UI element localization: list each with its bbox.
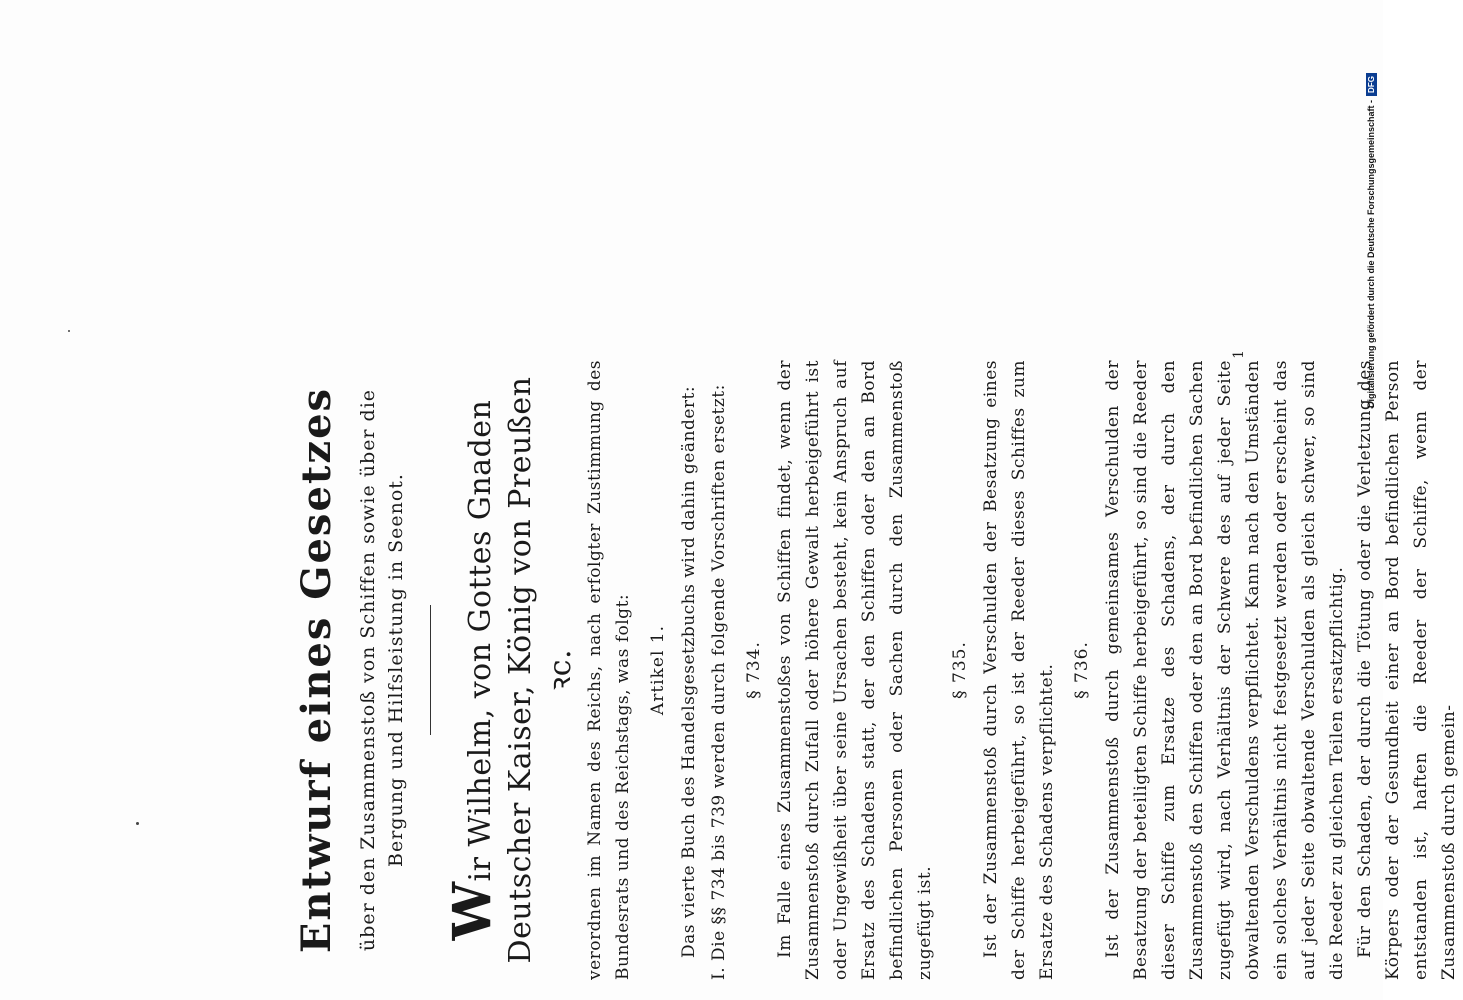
- scan-speck: [136, 822, 139, 825]
- document-title: Entwurf eines Gesetzes: [293, 386, 340, 954]
- section-735-text: Ist der Zusammenstoß durch Verschulden der Besatzung eines der Schiffe herbeigeführt, so ist der Reeder dieses Schiffes zum Ersatze des Schadens verpflichtet.: [981, 360, 1057, 980]
- section-736-text-2: Für den Schaden, der durch die Tötung oder die Verletzung des Körpers oder der Gesundheit einer an Bord befindlichen Person entstanden ist, haften die Reeder der Schiffe, wenn der Zusammenstoß durch gemein-: [1355, 360, 1459, 980]
- article-intro: Das vierte Buch des Handelsgesetzbuchs wird dahin geändert:: [679, 385, 699, 958]
- preamble-heading-rest: ir Wilhelm, von Gottes Gnaden Deutscher Kaiser, König von Preußen ꝛc.: [463, 376, 578, 964]
- section-736-text-1: Ist der Zusammenstoß durch gemeinsames Verschulden der Besatzung der beteiligten Schiffe herbeigeführt, so sind die Reeder dieser Schiffe zum Ersatze des Schadens, der durch den Zusammenstoß den Schiffen oder den an Bord befindlichen Sachen zugefügt wird, nach Verhältnis der Schwere des auf jeder Seite obwaltenden Verschuldens verpflichtet. Kann nach den Umständen ein solches Verhältnis nicht festgesetzt werden oder erscheint das auf jeder Seite obwaltende Verschulden als gleich schwer, so sind die Reeder zu gleichen Teilen ersatzpflichtig.: [1103, 360, 1347, 980]
- scan-speck: [68, 330, 70, 332]
- funding-note-text: Digitalisierung gefördert durch die Deutsche Forschungsgemeinschaft -: [1366, 99, 1376, 408]
- page-number: 1: [1231, 350, 1247, 359]
- section-734-heading: § 734.: [744, 641, 764, 699]
- item-I: I. Die §§ 734 bis 739 werden durch folgende Vorschriften ersetzt:: [709, 384, 729, 980]
- preamble-initial: W: [442, 881, 503, 941]
- rotated-page-content: [253, 340, 1459, 1000]
- title-divider: [430, 605, 431, 735]
- funding-note-strip: [1362, 8, 1380, 408]
- dfg-logo: DFG: [1366, 73, 1377, 96]
- section-735-heading: § 735.: [950, 641, 970, 699]
- preamble-text: verordnen im Namen des Reichs, nach erfolgter Zustimmung des Bundesrats und des Reichstags, was folgt:: [585, 360, 633, 980]
- preamble-heading: [442, 360, 581, 980]
- document-subtitle: über den Zusammenstoß von Schiffen sowie über die Bergung und Hilfsleistung in Seenot.: [357, 388, 407, 952]
- article-heading: Artikel 1.: [648, 624, 668, 716]
- section-736-heading: § 736.: [1072, 641, 1092, 699]
- funding-note: [1364, 8, 1378, 408]
- section-734-text: Im Falle eines Zusammenstoßes von Schiffen findet, wenn der Zusammenstoß durch Zufall oder höhere Gewalt herbeigeführt ist oder Ungewißheit über seine Ursachen besteht, kein Anspruch auf Ersatz des Schadens statt, der den Schiffen oder den an Bord befindlichen Personen oder Sachen durch den Zusammenstoß zugefügt ist.: [775, 360, 935, 980]
